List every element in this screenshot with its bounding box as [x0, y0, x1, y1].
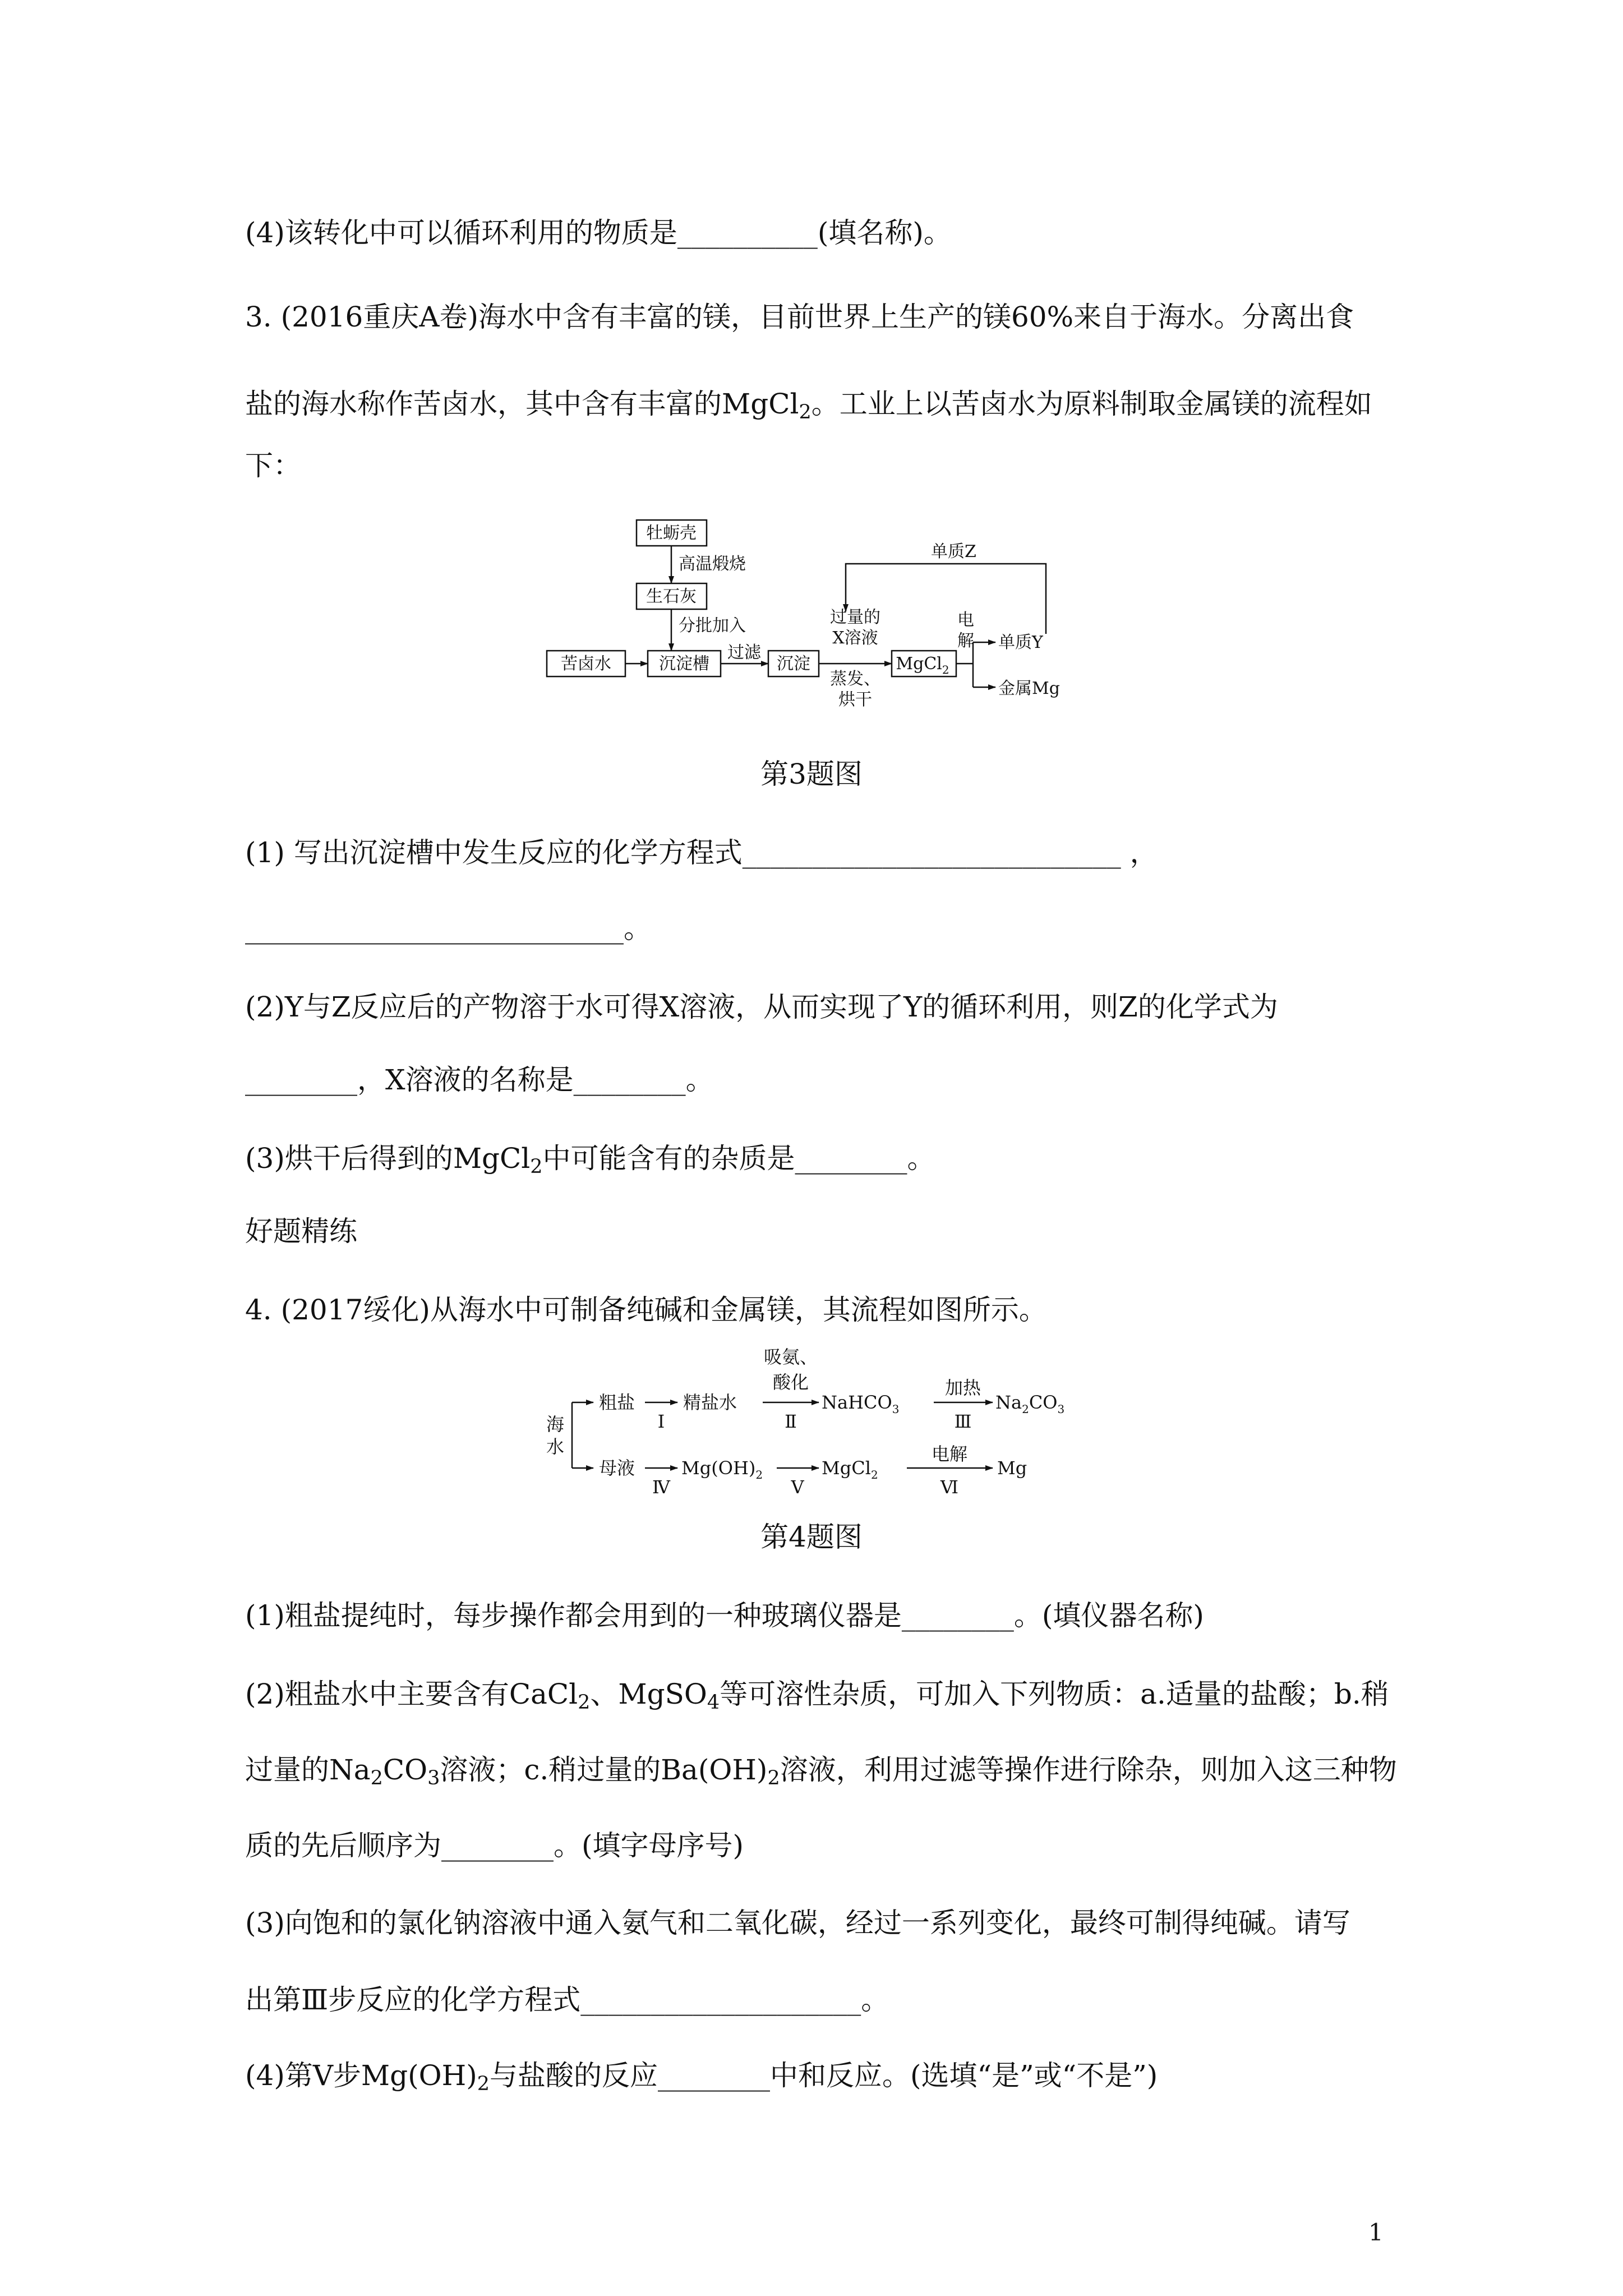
label-tank: 沉淀槽 — [659, 654, 709, 674]
na2co3-sub2: 3 — [1057, 1402, 1065, 1416]
q4-part2-line3: 质的先后顺序为________。(填字母序号) — [245, 1829, 744, 1862]
label-na2co3 — [995, 1392, 1064, 1416]
na2co3-text2: CO — [1029, 1392, 1058, 1413]
q4-p2-s4: 3 — [427, 1766, 440, 1789]
label-add-batch: 分批加入 — [679, 616, 746, 636]
q3-intro-sub: 2 — [799, 401, 811, 424]
q4-p2-t6: 溶液；c.稍过量的Ba(OH) — [440, 1754, 768, 1786]
q4-part1: (1)粗盐提纯时，每步操作都会用到的一种玻璃仪器是________。(填仪器名称) — [245, 1599, 1204, 1632]
label-step5: Ⅴ — [791, 1476, 804, 1498]
label-heat: 加热 — [944, 1377, 981, 1398]
label-absorb-1: 吸氨、 — [763, 1346, 818, 1368]
label-mgcl2 — [896, 654, 949, 677]
nahco3-sub: 3 — [892, 1402, 900, 1416]
label-step6: Ⅵ — [940, 1476, 959, 1498]
q3-intro-line2 — [245, 387, 1372, 424]
q4-part4 — [245, 2059, 1158, 2095]
label-mother: 母液 — [599, 1457, 635, 1479]
mgcl2-sub: 2 — [870, 1468, 878, 1481]
label-step3: Ⅲ — [954, 1411, 972, 1432]
q3-intro-line3: 下： — [245, 449, 301, 482]
q4-p4-t1: (4)第Ⅴ步Mg(OH) — [245, 2059, 477, 2092]
mgoh2-sub: 2 — [755, 1468, 763, 1481]
q4-part3-line1: (3)向饱和的氯化钠溶液中通入氨气和二氧化碳，经过一系列变化，最终可制得纯碱。请写 — [245, 1907, 1350, 1939]
label-excess-2: X溶液 — [832, 628, 878, 648]
q3-caption: 第3题图 — [760, 758, 863, 790]
label-absorb-2: 酸化 — [772, 1372, 809, 1393]
label-bittern: 苦卤水 — [561, 654, 611, 674]
q4-p2-t7: 溶液，利用过滤等操作进行除杂，则加入这三种物 — [780, 1754, 1397, 1786]
q4-p2-t5: CO — [382, 1754, 428, 1786]
q4-p2-t3: 等可溶性杂质，可加入下列物质：a.适量的盐酸；b.稍 — [720, 1678, 1389, 1710]
label-mgoh2 — [681, 1457, 763, 1481]
q4-part2-line2 — [245, 1753, 1397, 1787]
label-sea-2: 水 — [546, 1436, 565, 1457]
q3-part1-line1: (1) 写出沉淀槽中发生反应的化学方程式___________________________ ， — [245, 836, 1158, 869]
label-crude-salt: 粗盐 — [599, 1392, 635, 1413]
q4-part2-line1 — [245, 1677, 1389, 1714]
q4-p2-t1: (2)粗盐水中主要含有CaCl — [245, 1678, 578, 1710]
label-sea-1: 海 — [546, 1414, 565, 1435]
q3-part3-sub: 2 — [530, 1155, 543, 1178]
q2-part4: (4)该转化中可以循环利用的物质是__________(填名称)。 — [245, 217, 952, 249]
page-number: 1 — [1368, 2219, 1384, 2246]
q3-intro-line1: 3. (2016重庆A卷)海水中含有丰富的镁，目前世界上生产的镁60%来自于海水。分离出食 — [245, 301, 1354, 333]
nahco3-text: NaHCO — [822, 1392, 892, 1413]
label-calcine: 高温煅烧 — [679, 554, 746, 574]
label-nahco3 — [822, 1392, 899, 1416]
q3-part2-line1: (2)Y与Z反应后的产物溶于水可得X溶液，从而实现了Y的循环利用，则Z的化学式为 — [245, 991, 1278, 1023]
q4-intro: 4. (2017绥化)从海水中可制备纯碱和金属镁，其流程如图所示。 — [245, 1294, 1047, 1326]
q3-part1-line2: ___________________________。 — [245, 912, 652, 945]
mgcl2-text: MgCl — [822, 1457, 871, 1479]
na2co3-sub1: 2 — [1022, 1402, 1029, 1416]
q4-flow-diagram — [538, 1338, 1099, 1517]
q4-p2-t2: 、MgSO — [590, 1678, 707, 1710]
label-evap-2: 烘干 — [838, 690, 872, 710]
label-step1: Ⅰ — [657, 1411, 665, 1432]
label-brine: 精盐水 — [683, 1392, 737, 1413]
q3-part3-text: (3)烘干后得到的MgCl — [245, 1142, 531, 1175]
label-elec: 电解 — [931, 1443, 968, 1465]
q4-p4-t2: 与盐酸的反应________中和反应。(选填“是”或“不是”) — [490, 2059, 1158, 2092]
label-filter: 过滤 — [727, 643, 761, 662]
label-oyster: 牡蛎壳 — [646, 523, 697, 543]
mgoh2-text: Mg(OH) — [681, 1457, 756, 1479]
q4-p2-s5: 2 — [767, 1766, 780, 1789]
q4-p2-t4: 过量的Na — [245, 1754, 371, 1786]
label-quicklime: 生石灰 — [646, 587, 697, 606]
label-mg: Mg — [997, 1457, 1027, 1479]
label-simple-z: 单质Z — [931, 542, 976, 562]
q3-intro-text2: 。工业上以苦卤水为原料制取金属镁的流程如 — [811, 388, 1372, 420]
q4-p2-s2: 4 — [707, 1691, 720, 1714]
q4-p4-sub: 2 — [477, 2072, 490, 2095]
label-step4: Ⅳ — [652, 1476, 670, 1498]
label-evap-1: 蒸发、 — [830, 669, 880, 689]
label-mgcl2 — [822, 1457, 878, 1481]
label-simple-y: 单质Y — [998, 633, 1043, 652]
q3-intro-text: 盐的海水称作苦卤水，其中含有丰富的MgCl — [245, 388, 799, 420]
label-step2: Ⅱ — [785, 1411, 797, 1432]
q4-p2-s1: 2 — [578, 1691, 591, 1714]
mgcl2-sub: 2 — [942, 663, 949, 677]
q4-caption: 第4题图 — [760, 1521, 863, 1553]
q3-part3 — [245, 1142, 935, 1178]
section-title: 好题精练 — [245, 1215, 357, 1248]
label-elec-2: 解 — [957, 631, 974, 651]
q3-part2-line2: ________，X溶液的名称是________。 — [245, 1064, 714, 1096]
q3-flow-diagram — [538, 513, 1127, 738]
label-excess-1: 过量的 — [830, 608, 880, 627]
q4-p2-s3: 2 — [370, 1766, 383, 1789]
label-metal-mg: 金属Mg — [998, 679, 1060, 698]
q3-part3-text2: 中可能含有的杂质是________。 — [542, 1142, 935, 1175]
label-elec-1: 电 — [957, 610, 974, 630]
q4-part3-line2: 出第Ⅲ步反应的化学方程式____________________。 — [245, 1984, 889, 2016]
na2co3-text: Na — [995, 1392, 1022, 1413]
label-precip: 沉淀 — [777, 654, 810, 674]
mgcl2-text: MgCl — [896, 654, 942, 674]
